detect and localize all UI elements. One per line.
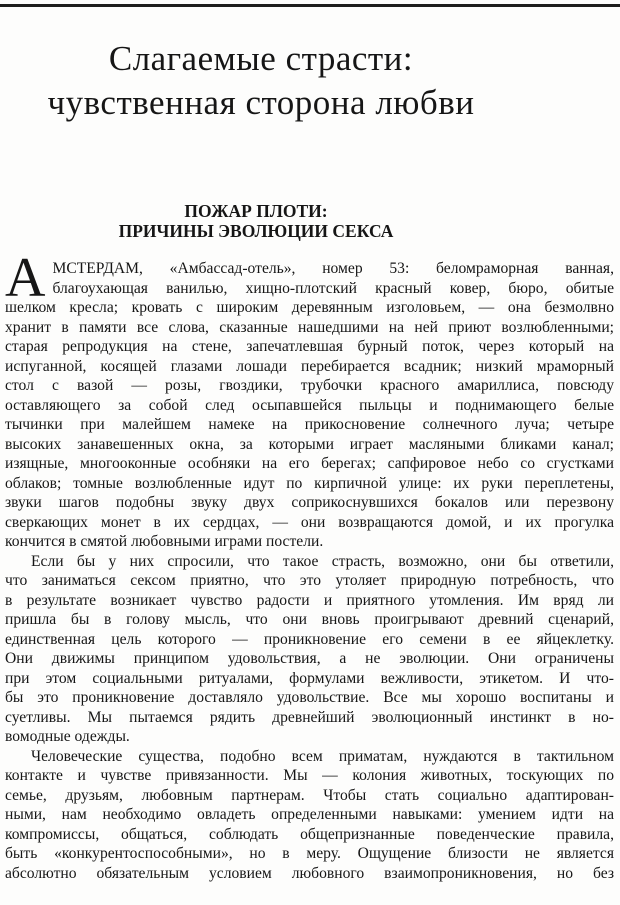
text-line: вомодные одежды.	[5, 728, 130, 745]
book-page	[0, 4, 620, 905]
section-heading	[0, 201, 512, 241]
text-line: испуганной, косящей глазами лошади перебирается всадник; низкий мраморный	[5, 357, 614, 375]
paragraph	[5, 747, 614, 884]
text-line: суетливы. Мы пытаемся рядить древнейший эволюционный инстинкт в но-	[5, 708, 614, 726]
text-line: тычинки при малейшем намеке на прикосновение солнечного луча; четыре	[5, 416, 614, 433]
section-heading-line1: ПОЖАР ПЛОТИ:	[184, 201, 328, 221]
chapter-title-line1: Слагаемые страсти:	[108, 39, 414, 78]
chapter-title	[0, 37, 522, 125]
text-line: благоухающая ванилью, хищно-плотский красный ковер, бюро, обитые	[52, 279, 614, 297]
text-line: абсолютно обязательным условием любовного взаимопроникновения, но без	[5, 864, 614, 882]
text-line: семье, друзьям, любовным партнерам. Чтобы стать социально адаптирован-	[5, 786, 614, 804]
text-line: хранит в памяти все слова, сказанные нашедшими на ней приют возлюбленными;	[5, 318, 614, 336]
text-line: шелком кресла; кровать с широким деревянным изголовьем, — она безмолвно	[5, 299, 614, 316]
section-heading-line2: ПРИЧИНЫ ЭВОЛЮЦИИ СЕКСА	[118, 221, 394, 241]
text-line: Они движимы принципом удовольствия, а не эволюции. Они ограничены	[5, 650, 614, 667]
text-line: при этом социальными ритуалами, формулами вежливости, этикетом. И что-	[5, 669, 614, 687]
page-top-rule	[0, 4, 620, 7]
text-line: изящные, многооконные особняки на его берегах; сапфировое небо со сгустками	[5, 455, 614, 472]
text-line: старая репродукция на стене, запечатлевшая бурный поток, через который на	[5, 338, 614, 355]
text-line: МСТЕРДАМ, «Амбассад-отель», номер 53: беломраморная ванная,	[52, 260, 614, 277]
text-line: контакте и чувстве привязанности. Мы — колония животных, тоскующих по	[5, 767, 614, 784]
text-line: что заниматься сексом приятно, что это утоляет природную потребность, что	[5, 572, 614, 589]
text-line: стол с вазой — розы, гвоздики, трубочки красного амариллиса, повсюду	[5, 377, 614, 394]
text-line: ными, нам необходимо овладеть определенными навыками: умением идти на	[5, 806, 614, 823]
text-line: Если бы у них спросили, что такое страсть, возможно, они бы ответили,	[31, 552, 614, 570]
text-line: высоких занавешенных окна, за которыми играет масляными бликами канал;	[5, 435, 614, 453]
text-line: в результате возникает чувство радости и приятного утомления. Им вряд ли	[5, 591, 614, 609]
text-line: бы это проникновение доставляло удовольствие. Все мы хорошо воспитаны и	[5, 689, 614, 706]
text-line: сверкающих монет в их сердцах, — они возвращаются домой, и их прогулка	[5, 513, 614, 531]
article-body	[0, 247, 620, 883]
text-line: пришла бы в голову мысль, что они вновь проигрывают древний сценарий,	[5, 611, 614, 628]
text-line: оставляющего за собой след осыпавшейся пыльцы и поднимающего белые	[5, 396, 614, 414]
text-line: быть «конкурентоспособными», но в меру. Ощущение близости не является	[5, 845, 614, 862]
text-line: Человеческие существа, подобно всем приматам, нуждаются в тактильном	[31, 747, 614, 765]
text-line: кончится в смятой любовными играми постели.	[5, 533, 324, 550]
drop-cap: А	[5, 247, 46, 309]
text-line: звуки шагов подобны звуку двух соприкоснувшихся бокалов или перезвону	[5, 494, 614, 511]
paragraph	[5, 247, 614, 552]
text-line: компромиссы, общаться, соблюдать общепризнанные поведенческие правила,	[5, 825, 614, 843]
chapter-title-line2: чувственная сторона любви	[47, 83, 475, 122]
text-line: облаков; томные возлюбленные идут по кирпичной улице: их руки переплетены,	[5, 474, 614, 492]
text-line: единственная цель которого — проникновение его семени в ее яйцеклетку.	[5, 630, 614, 648]
paragraph	[5, 552, 614, 747]
